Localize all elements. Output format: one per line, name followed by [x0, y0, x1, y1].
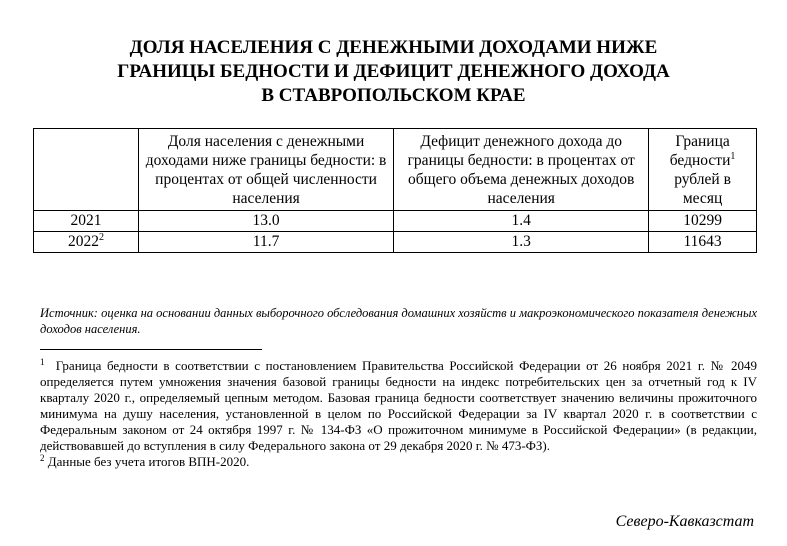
- cell-threshold: 10299: [649, 211, 757, 232]
- footnote-mark-2: 2: [98, 232, 104, 243]
- poverty-table: [33, 128, 757, 253]
- header-deficit: Дефицит денежного дохода до границы бедности: в процентах от общего объема денежных доходов населения: [394, 129, 649, 211]
- footnotes: [40, 358, 757, 470]
- footnote-divider: [40, 349, 262, 350]
- header-year: [34, 129, 139, 211]
- footnote-2-text: Данные без учета итогов ВПН-2020.: [47, 454, 250, 469]
- cell-share: 13.0: [138, 211, 393, 232]
- source-note: [40, 305, 757, 337]
- agency-name: Северо-Кавказстат: [615, 513, 754, 530]
- footnote-2-mark: 2: [40, 453, 45, 463]
- footnote-1-mark: 1: [40, 357, 45, 367]
- header-share: Доля населения с денежными доходами ниже границы бедности: в процентах от общей численности населения: [138, 129, 393, 211]
- source-label: Источник:: [40, 306, 98, 320]
- header-threshold-unit: рублей в месяц: [674, 171, 731, 207]
- page-title: [60, 36, 727, 108]
- title-line-2: ГРАНИЦЫ БЕДНОСТИ И ДЕФИЦИТ ДЕНЕЖНОГО ДОХОДА: [117, 61, 670, 82]
- source-text: оценка на основании данных выборочного обследования домашних хозяйств и макроэкономического показателя денежных доходов населения.: [40, 306, 757, 336]
- footnote-1-text: Граница бедности в соответствии с постановлением Правительства Российской Федерации от 26 ноября 2021 г. № 2049 определяется путем умножения значения базовой границы бедности на индекс потребительских цен за отчетный год к IV кварталу 2020 г., определяемый цепным методом. Базовая граница бедности соответствует значению величины прожиточного минимума на душу населения, установленной в целом по Российской Федерации за IV квартал 2020 г. в соответствии с Федеральным законом от 24 октября 1997 г. № 134-ФЗ «О прожиточном минимуме в Российской Федерации» (в редакции, действовавшей до вступления в силу Федерального закона от 29 декабря 2020 г. № 473-ФЗ).: [40, 358, 757, 453]
- cell-year: 2022$^2$: [34, 232, 139, 253]
- cell-share: 11.7: [138, 232, 393, 253]
- table-header-row: [34, 129, 757, 211]
- footnote-2: [40, 454, 757, 470]
- header-threshold-label: Граница бедности: [669, 133, 731, 169]
- cell-threshold: 11643: [649, 232, 757, 253]
- header-threshold: [649, 129, 757, 211]
- cell-deficit: 1.3: [394, 232, 649, 253]
- cell-year: 2021: [34, 211, 139, 232]
- title-line-1: ДОЛЯ НАСЕЛЕНИЯ С ДЕНЕЖНЫМИ ДОХОДАМИ НИЖЕ: [129, 37, 658, 58]
- table-row: [34, 232, 757, 253]
- footnote-mark-1: 1: [730, 151, 736, 162]
- title-line-3: В СТАВРОПОЛЬСКОМ КРАЕ: [261, 85, 526, 106]
- cell-deficit: 1.4: [394, 211, 649, 232]
- footnote-1: [40, 358, 757, 454]
- table-row: [34, 211, 757, 232]
